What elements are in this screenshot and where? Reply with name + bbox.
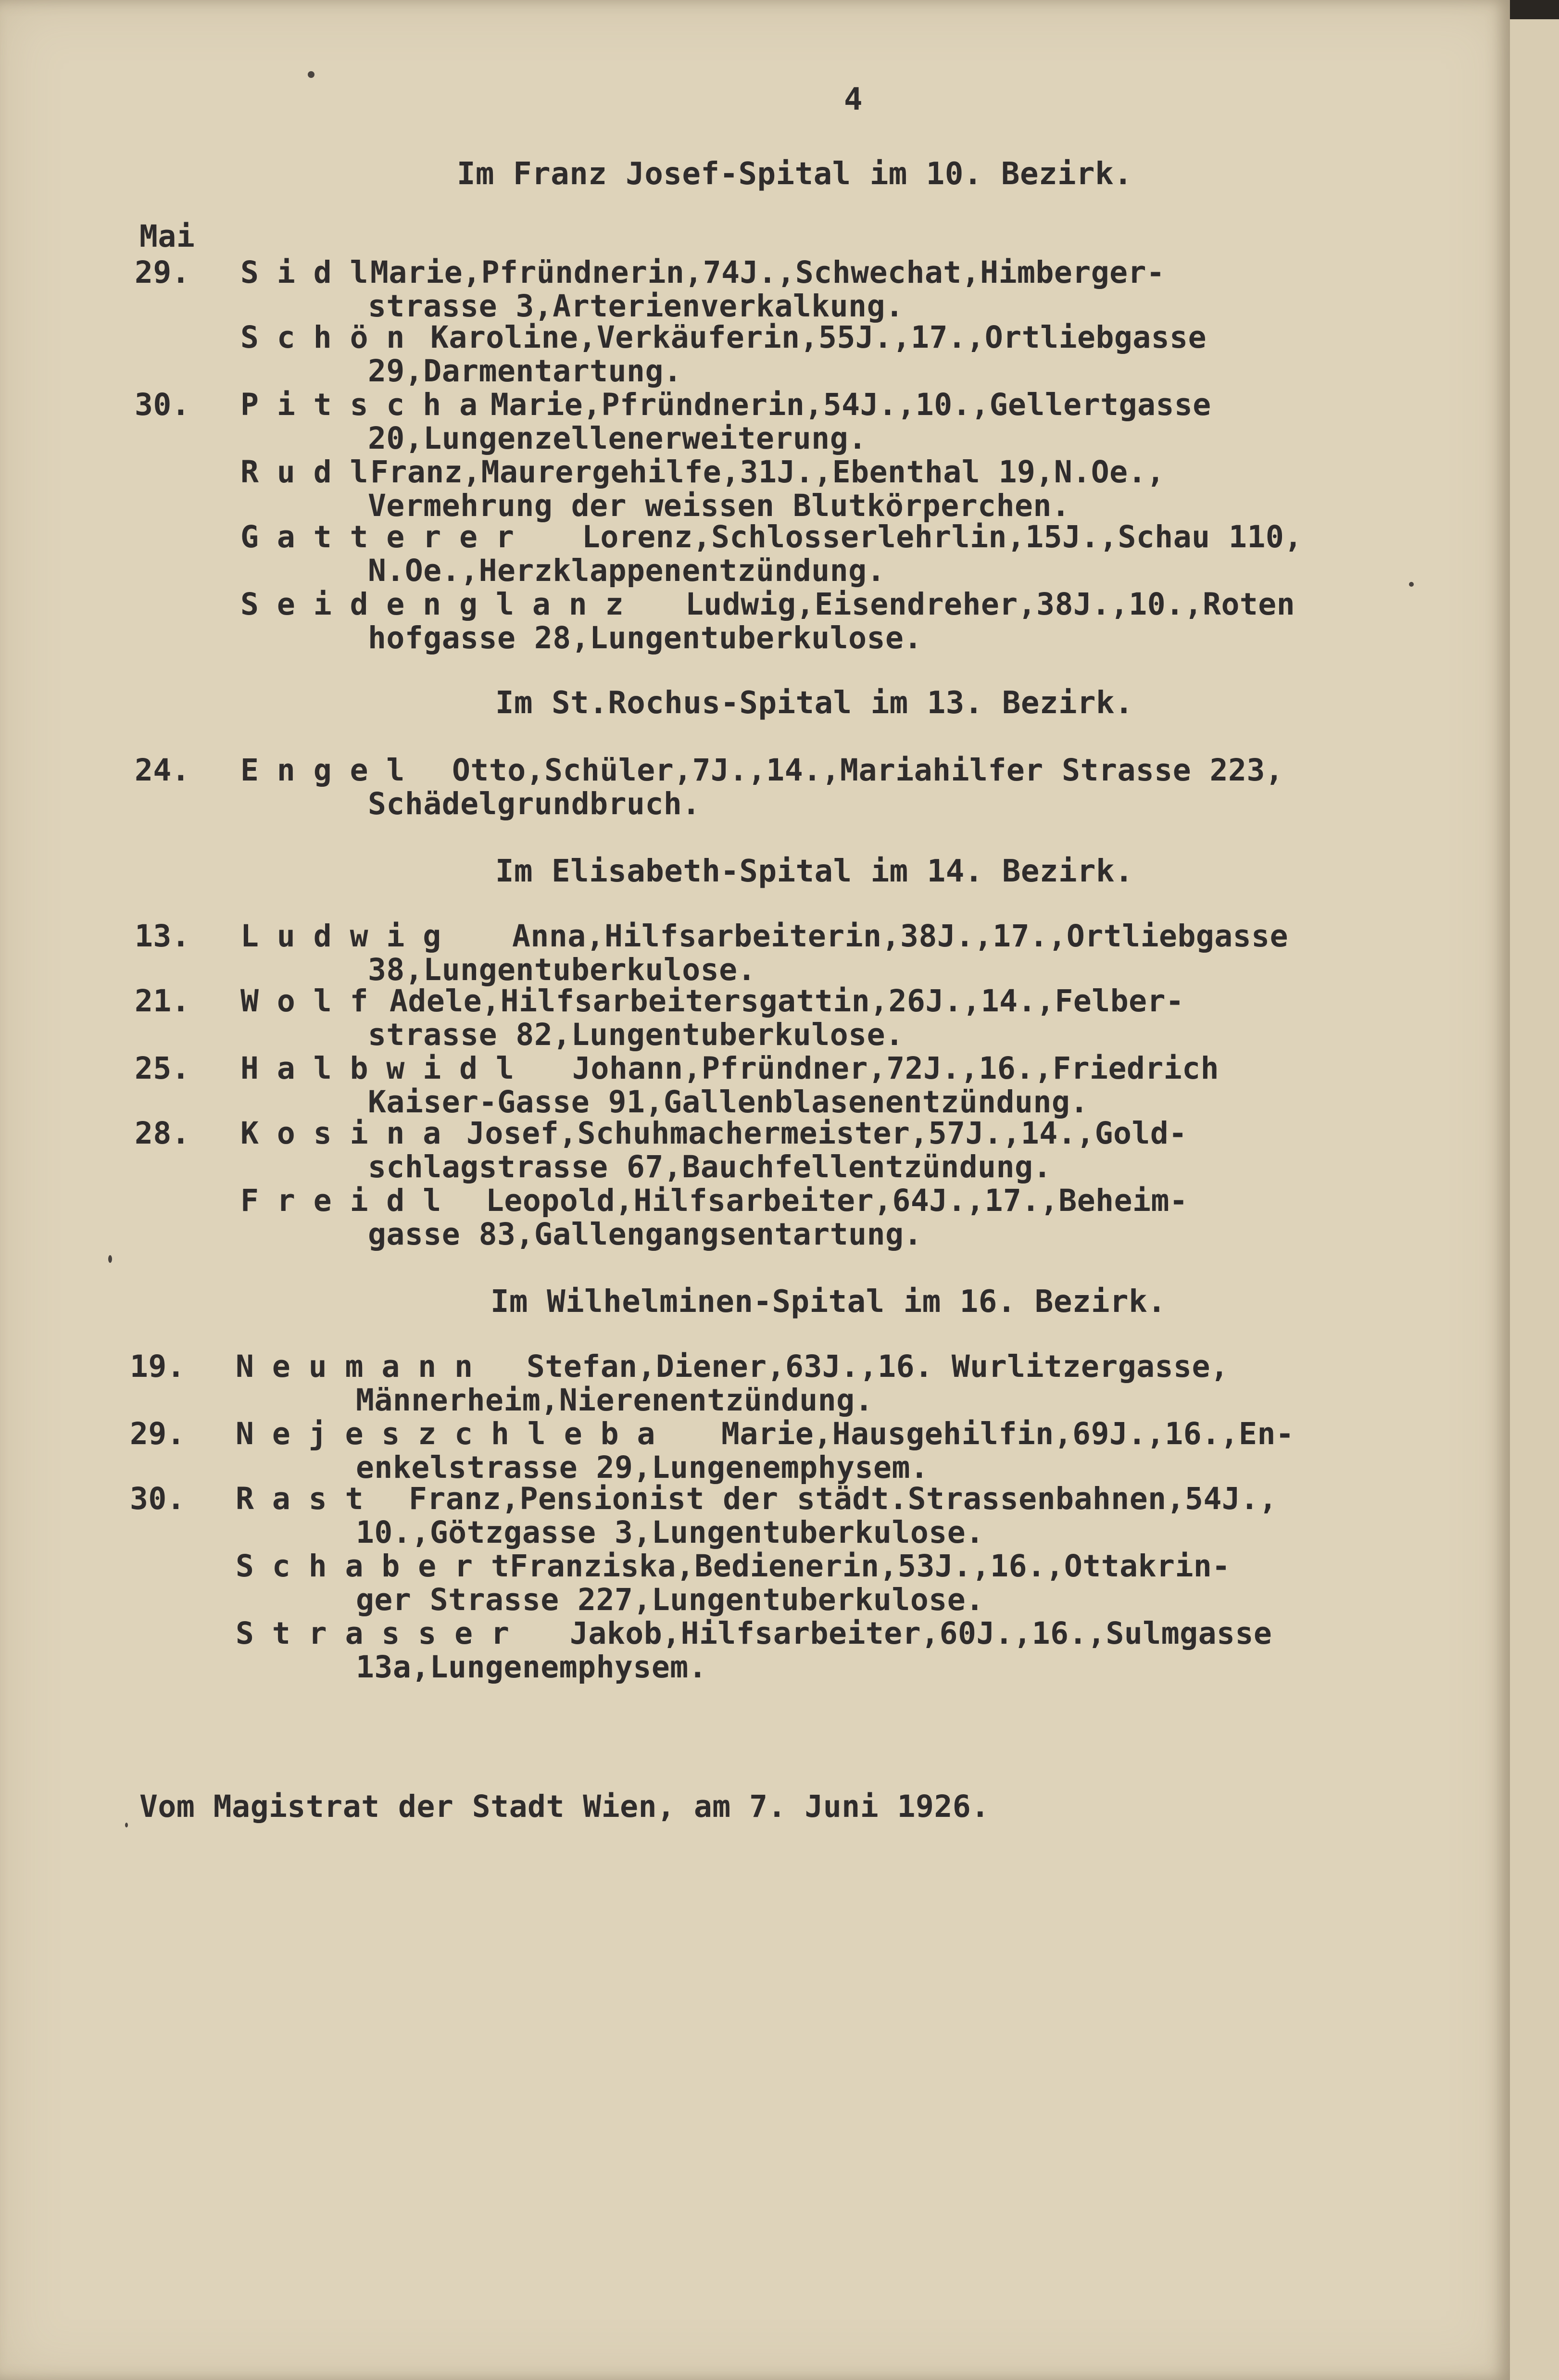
entry-text-line: Otto,Schüler,7J.,14.,Mariahilfer Strasse 223,	[452, 753, 1284, 788]
entry-text-line: 10.,Götzgasse 3,Lungentuberkulose.	[356, 1515, 984, 1550]
entry-text-line: strasse 82,Lungentuberkulose.	[368, 1017, 904, 1052]
entry-surname: H a l b w i d l	[240, 1051, 514, 1086]
entry-text-line: Jakob,Hilfsarbeiter,60J.,16.,Sulmgasse	[570, 1616, 1272, 1651]
entry-day: 19.	[130, 1349, 186, 1384]
month-label: Mai	[139, 219, 195, 254]
section-heading: Im Elisabeth-Spital im 14. Bezirk.	[495, 854, 1134, 889]
entry-surname: R a s t	[236, 1481, 364, 1516]
entry-text-line: strasse 3,Arterienverkalkung.	[368, 289, 904, 324]
entry-text-line: Leopold,Hilfsarbeiter,64J.,17.,Beheim-	[486, 1183, 1188, 1218]
entry-text-line: Josef,Schuhmachermeister,57J.,14.,Gold-	[466, 1116, 1187, 1151]
entry-surname: N e u m a n n	[236, 1349, 473, 1384]
entry-text-line: 20,Lungenzellenerweiterung.	[368, 421, 867, 456]
entry-surname: K o s i n a	[240, 1116, 441, 1151]
entry-text-line: 29,Darmentartung.	[368, 353, 682, 389]
entry-surname: S c h a b e r t	[236, 1549, 509, 1584]
closing-signature-line: Vom Magistrat der Stadt Wien, am 7. Juni 1926.	[139, 1789, 990, 1824]
entry-text-line: Kaiser-Gasse 91,Gallenblasenentzündung.	[368, 1084, 1089, 1120]
entry-text-line: 13a,Lungenemphysem.	[356, 1650, 707, 1685]
entry-day: 21.	[135, 983, 190, 1019]
entry-text-line: Franz,Pensionist der städt.Strassenbahnen,54J.,	[409, 1481, 1278, 1516]
entry-text-line: Johann,Pfründner,72J.,16.,Friedrich	[572, 1051, 1220, 1086]
entry-text-line: Franziska,Bedienerin,53J.,16.,Ottakrin-	[510, 1549, 1231, 1584]
entry-surname: N e j e s z c h l e b a	[236, 1416, 655, 1451]
page-number: 4	[844, 82, 863, 117]
paper-speck	[1409, 582, 1414, 587]
entry-surname: R u d l	[240, 454, 368, 490]
entry-text-line: Lorenz,Schlosserlehrlin,15J.,Schau 110,	[582, 519, 1303, 554]
entry-day: 28.	[135, 1116, 190, 1151]
entry-text-line: Vermehrung der weissen Blutkörperchen.	[368, 488, 1070, 523]
paper-speck	[108, 1255, 112, 1263]
entry-surname: F r e i d l	[240, 1183, 441, 1218]
entry-text-line: Adele,Hilfsarbeitersgattin,26J.,14.,Felber-	[390, 983, 1184, 1019]
entry-surname: G a t t e r e r	[240, 519, 514, 554]
entry-text-line: N.Oe.,Herzklappenentzündung.	[368, 553, 886, 588]
entry-day: 25.	[135, 1051, 190, 1086]
entry-text-line: Schädelgrundbruch.	[368, 786, 701, 821]
entry-text-line: enkelstrasse 29,Lungenemphysem.	[356, 1450, 929, 1485]
entry-text-line: Männerheim,Nierenentzündung.	[356, 1383, 874, 1418]
entry-surname: P i t s c h a	[240, 387, 478, 422]
section-heading: Im St.Rochus-Spital im 13. Bezirk.	[495, 685, 1134, 721]
entry-day: 29.	[130, 1416, 186, 1451]
paper-speck	[308, 71, 314, 78]
paper-speck	[125, 1823, 128, 1827]
section-heading: Im Franz Josef-Spital im 10. Bezirk.	[457, 156, 1133, 192]
entry-surname: S c h ö n	[240, 320, 405, 355]
entry-text-line: schlagstrasse 67,Bauchfellentzündung.	[368, 1149, 1052, 1184]
entry-text-line: Karoline,Verkäuferin,55J.,17.,Ortliebgasse	[430, 320, 1207, 355]
entry-text-line: Marie,Pfründnerin,54J.,10.,Gellertgasse	[490, 387, 1211, 422]
entry-day: 30.	[130, 1481, 186, 1516]
entry-text-line: Marie,Pfründnerin,74J.,Schwechat,Himberger-	[370, 255, 1165, 290]
entry-text-line: Stefan,Diener,63J.,16. Wurlitzergasse,	[527, 1349, 1229, 1384]
entry-surname: W o l f	[240, 983, 368, 1019]
entry-text-line: hofgasse 28,Lungentuberkulose.	[368, 620, 922, 655]
entry-day: 24.	[135, 753, 190, 788]
entry-text-line: gasse 83,Gallengangsentartung.	[368, 1217, 922, 1252]
section-heading: Im Wilhelminen-Spital im 16. Bezirk.	[490, 1284, 1167, 1320]
entry-surname: E n g e l	[240, 753, 405, 788]
entry-text-line: 38,Lungentuberkulose.	[368, 952, 756, 987]
entry-surname: S t r a s s e r	[236, 1616, 509, 1651]
entry-text-line: Ludwig,Eisendreher,38J.,10.,Roten	[685, 587, 1295, 622]
entry-text-line: Anna,Hilfsarbeiterin,38J.,17.,Ortliebgasse	[512, 919, 1289, 954]
entry-surname: S i d l	[240, 255, 368, 290]
entry-day: 13.	[135, 919, 190, 954]
entry-text-line: Marie,Hausgehilfin,69J.,16.,En-	[721, 1416, 1295, 1451]
entry-day: 30.	[135, 387, 190, 422]
entry-surname: L u d w i g	[240, 919, 441, 954]
entry-text-line: Franz,Maurergehilfe,31J.,Ebenthal 19,N.Oe.,	[370, 454, 1165, 490]
entry-text-line: ger Strasse 227,Lungentuberkulose.	[356, 1582, 984, 1617]
entry-surname: S e i d e n g l a n z	[240, 587, 624, 622]
entry-day: 29.	[135, 255, 190, 290]
